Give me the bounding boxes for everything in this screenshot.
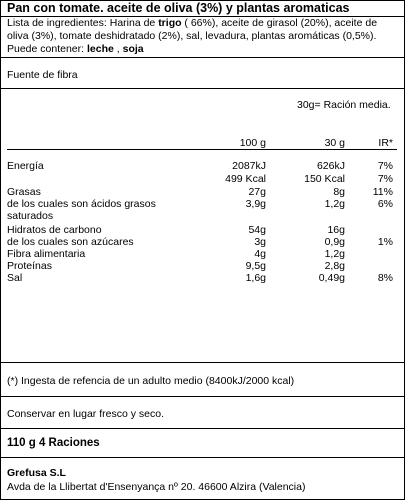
product-title: Pan con tomate. aceite de oliva (3%) y plantas aromaticas	[7, 1, 350, 15]
row-value-30g: 1,2g	[324, 198, 345, 210]
row-label: saturados	[7, 210, 54, 222]
ingredients-divider	[0, 57, 405, 58]
row-value-100g: 9,5g	[245, 260, 266, 272]
fiber-claim: Fuente de fibra	[7, 69, 78, 81]
serving-note: 30g= Ración media.	[297, 99, 391, 111]
table-divider	[0, 362, 405, 363]
company-name: Grefusa S.L	[7, 467, 66, 479]
note-divider	[0, 396, 405, 397]
row-label: Fibra alimentaria	[7, 248, 86, 260]
row-value-100g: 3,9g	[245, 198, 266, 210]
row-value-30g: 0,9g	[324, 236, 345, 248]
weight-divider	[0, 457, 405, 458]
row-value-30g: 0,49g	[318, 272, 345, 284]
row-value-30g: 8g	[333, 186, 345, 198]
row-value-30g: 626kJ	[316, 160, 345, 172]
ingredients-line-2: oliva (3%), tomate deshidratado (2%), sal, levadura, plantas aromáticas (0,5%).	[7, 30, 377, 42]
row-value-100g: 3g	[254, 236, 266, 248]
row-value-100g: 54g	[248, 224, 266, 236]
header-ir: IR*	[378, 137, 393, 149]
reference-intake-note: (*) Ingesta de refencia de un adulto medio (8400kJ/2000 kcal)	[7, 375, 295, 387]
row-label: Proteínas	[7, 260, 52, 272]
row-value-ir: 6%	[377, 198, 393, 210]
row-value-30g: 16g	[327, 224, 345, 236]
row-value-ir: 1%	[377, 236, 393, 248]
ingredients-line-1	[7, 17, 377, 29]
header-per-30g: 30 g	[324, 137, 345, 149]
allergen-wheat: trigo	[158, 17, 182, 29]
row-value-100g: 4g	[254, 248, 266, 260]
row-label: Grasas	[7, 186, 41, 198]
ingredients-text-cont: ( 66%), aceite de girasol (20%), aceite de	[181, 17, 378, 29]
table-header-divider	[7, 149, 397, 150]
row-value-100g: 27g	[248, 186, 266, 198]
row-value-100g: 499 Kcal	[225, 173, 266, 185]
company-address: Avda de la Llibertat d'Ensenyança nº 20. 46600 Alzira (Valencia)	[7, 481, 306, 493]
row-value-100g: 2087kJ	[232, 160, 266, 172]
row-value-ir: 11%	[372, 186, 393, 198]
row-label: Hidratos de carbono	[7, 224, 102, 236]
row-label: Energía	[7, 160, 44, 172]
allergen-milk: leche	[86, 43, 114, 55]
allergen-separator: ,	[113, 43, 123, 55]
header-per-100g: 100 g	[239, 137, 266, 149]
row-value-30g: 2,8g	[324, 260, 345, 272]
claim-divider	[0, 88, 405, 89]
row-value-ir: 7%	[377, 160, 393, 172]
storage-divider	[0, 428, 405, 429]
ingredients-text: Lista de ingredientes: Harina de	[7, 17, 159, 29]
net-weight: 110 g 4 Raciones	[7, 437, 100, 449]
row-value-100g: 1,6g	[245, 272, 266, 284]
row-value-30g: 150 Kcal	[304, 173, 345, 185]
allergen-soy: soja	[122, 43, 144, 55]
row-value-30g: 1,2g	[324, 248, 345, 260]
row-label: de los cuales son azúcares	[7, 236, 134, 248]
row-label: Sal	[7, 272, 23, 284]
may-contain-label: Puede contener:	[7, 43, 87, 55]
row-value-ir: 8%	[377, 272, 393, 284]
row-value-ir: 7%	[377, 173, 393, 185]
storage-instructions: Conservar en lugar fresco y seco.	[7, 408, 164, 420]
may-contain-line	[7, 43, 144, 55]
row-label: de los cuales son ácidos grasos	[7, 198, 156, 210]
